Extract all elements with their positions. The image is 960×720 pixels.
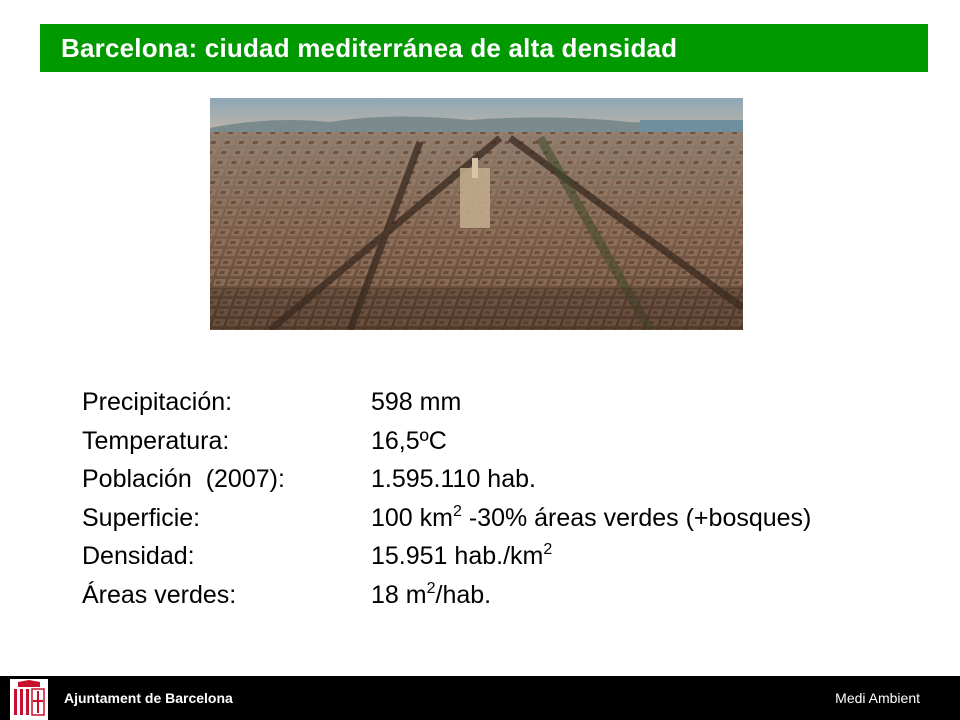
barcelona-shield-logo [10, 679, 48, 720]
stat-value: 16,5ºC [371, 426, 447, 455]
stat-label: Temperatura: [82, 426, 230, 455]
stat-label: Precipitación: [82, 388, 233, 416]
stat-label: Densidad: [82, 542, 195, 570]
title-bar [40, 24, 928, 72]
footer-organization: Ajuntament de Barcelona [64, 690, 233, 706]
stat-value: 1.595.110 hab. [371, 465, 536, 493]
stat-label: Áreas verdes: [82, 580, 237, 609]
footer-department: Medi Ambient [835, 690, 920, 706]
stat-value: 100 $km^2$ -30% áreas verdes (+bosques) [371, 502, 812, 532]
page-title: Barcelona: ciudad mediterránea de alta densidad [61, 33, 678, 63]
footer-bar [0, 676, 960, 720]
stat-value: 15.951 $hab./km^2$ [371, 541, 553, 570]
stat-value: 598 mm [371, 388, 462, 416]
stat-value: 18 $m^2$/hab. [371, 579, 492, 609]
aerial-city-photo [210, 98, 743, 330]
stat-label: Población (2007): [82, 465, 285, 493]
stat-label: Superficie: [82, 503, 201, 532]
